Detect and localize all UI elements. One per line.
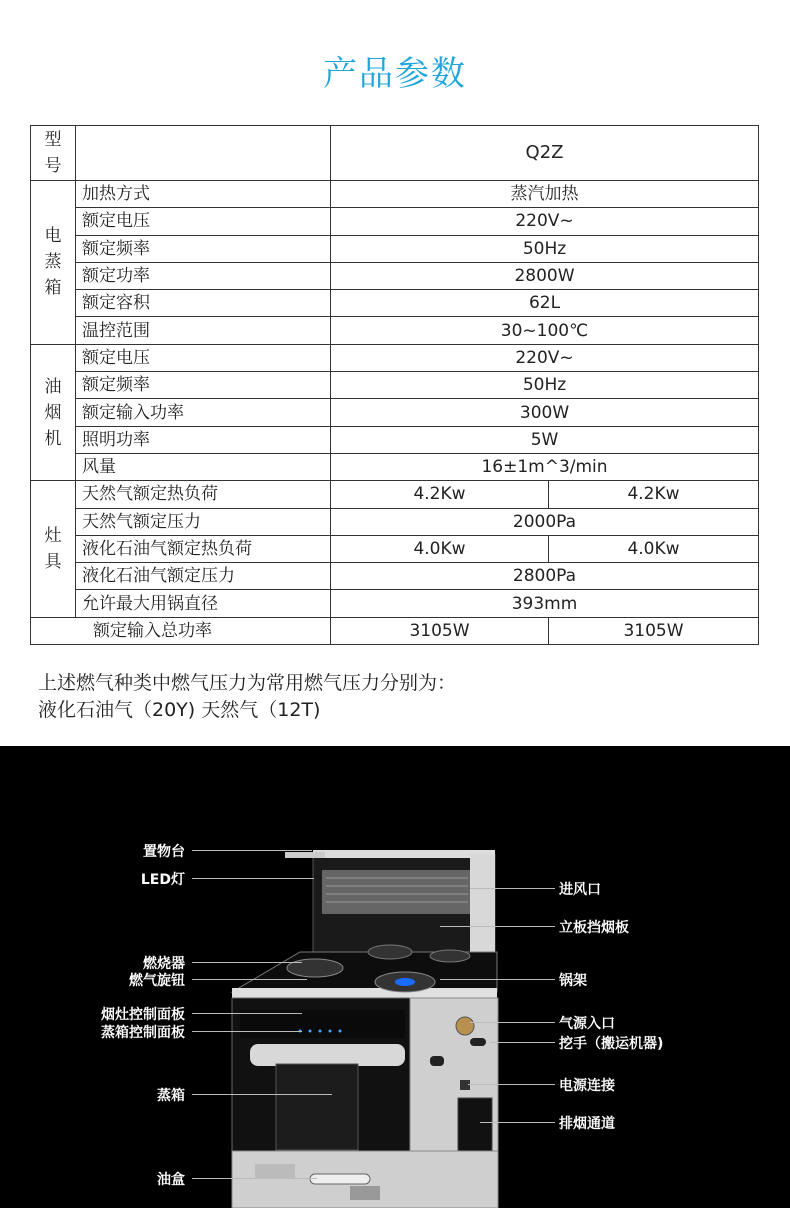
- table-row: [31, 563, 759, 590]
- table-row: [31, 453, 759, 480]
- param-label: 风量: [76, 453, 331, 480]
- param-label: 额定频率: [76, 372, 331, 399]
- diagram-label: 排烟通道: [559, 1116, 615, 1132]
- table-row: [31, 235, 759, 262]
- param-label: 额定频率: [76, 235, 331, 262]
- param-label: 温控范围: [76, 317, 331, 344]
- diagram-label: 立板挡烟板: [559, 920, 629, 936]
- param-value: 300W: [331, 399, 759, 426]
- vertical-text: 电蒸箱: [44, 226, 62, 299]
- param-value: 62L: [331, 290, 759, 317]
- model-value: Q2Z: [331, 126, 759, 181]
- param-label: 液化石油气额定热负荷: [76, 535, 331, 562]
- param-value: 4.0Kw: [331, 535, 549, 562]
- table-row: [31, 181, 759, 208]
- group-header: [31, 344, 76, 480]
- leader-line: [192, 1178, 317, 1179]
- diagram-label: LED灯: [140, 872, 185, 888]
- diagram-label: 进风口: [559, 882, 601, 898]
- diagram-label: 蒸箱控制面板: [101, 1025, 185, 1041]
- leader-line: [192, 878, 314, 879]
- diagram-label: 烟灶控制面板: [101, 1007, 185, 1023]
- vertical-text: 油烟机: [44, 376, 62, 449]
- table-row: [31, 535, 759, 562]
- param-value: 5W: [331, 426, 759, 453]
- table-row: [31, 481, 759, 508]
- param-label: 额定电压: [76, 208, 331, 235]
- leader-line: [192, 1031, 302, 1032]
- leader-line: [468, 1084, 555, 1085]
- leader-line: [490, 1042, 555, 1043]
- vertical-text: 灶具: [44, 526, 62, 572]
- pressure-note: [38, 670, 456, 724]
- total-value: 3105W: [331, 617, 549, 644]
- param-value: 4.2Kw: [331, 481, 549, 508]
- param-value: 220V~: [331, 344, 759, 371]
- param-label: 天然气额定热负荷: [76, 481, 331, 508]
- param-label: 液化石油气额定压力: [76, 563, 331, 590]
- param-value: 30~100℃: [331, 317, 759, 344]
- param-value: 2000Pa: [331, 508, 759, 535]
- param-label: 照明功率: [76, 426, 331, 453]
- table-row: [31, 508, 759, 535]
- total-value: 3105W: [549, 617, 759, 644]
- leader-line: [192, 850, 312, 851]
- leader-line: [192, 979, 307, 980]
- diagram-label: 电源连接: [559, 1078, 615, 1094]
- table-row: [31, 290, 759, 317]
- param-label: 允许最大用锅直径: [76, 590, 331, 617]
- param-label: 额定输入功率: [76, 399, 331, 426]
- note-line-2: 液化石油气（20Y) 天然气（12T): [38, 699, 321, 721]
- model-header: [31, 126, 76, 181]
- group-header: [31, 181, 76, 345]
- model-header-label: [31, 127, 75, 179]
- param-value: 220V~: [331, 208, 759, 235]
- param-value: 16±1m^3/min: [331, 453, 759, 480]
- param-label: 额定电压: [76, 344, 331, 371]
- table-row: [31, 372, 759, 399]
- diagram-label: 锅架: [559, 973, 587, 989]
- empty-cell: [76, 126, 331, 181]
- table-row: [31, 617, 759, 644]
- param-label: 额定功率: [76, 262, 331, 289]
- table-row: [31, 262, 759, 289]
- diagram-label: 蒸箱: [157, 1088, 185, 1104]
- diagram-label: 燃气旋钮: [129, 973, 185, 989]
- table-row: [31, 126, 759, 181]
- leader-line: [192, 1094, 332, 1095]
- table-row: [31, 317, 759, 344]
- note-line-1: 上述燃气种类中燃气压力为常用燃气压力分别为：: [38, 672, 457, 694]
- param-label: 天然气额定压力: [76, 508, 331, 535]
- param-value: 4.2Kw: [549, 481, 759, 508]
- vertical-text: 型号: [44, 130, 62, 176]
- param-value: 4.0Kw: [549, 535, 759, 562]
- product-diagram: [0, 746, 790, 1208]
- spec-table: [30, 125, 759, 645]
- total-label: 额定输入总功率: [31, 617, 331, 644]
- leader-line: [470, 888, 555, 889]
- diagram-label: 挖手（搬运机器): [559, 1036, 664, 1052]
- param-label: 额定容积: [76, 290, 331, 317]
- param-value: 蒸汽加热: [331, 181, 759, 208]
- param-label: 加热方式: [76, 181, 331, 208]
- diagram-label: 燃烧器: [143, 956, 185, 972]
- table-row: [31, 399, 759, 426]
- leader-line: [192, 962, 302, 963]
- param-value: 50Hz: [331, 235, 759, 262]
- param-value: 2800W: [331, 262, 759, 289]
- param-value: 2800Pa: [331, 563, 759, 590]
- leader-line: [440, 979, 555, 980]
- leader-line: [480, 1122, 555, 1123]
- table-row: [31, 590, 759, 617]
- table-row: [31, 426, 759, 453]
- diagram-label: 气源入口: [559, 1016, 615, 1032]
- table-row: [31, 344, 759, 371]
- group-header: [31, 481, 76, 617]
- leader-line: [192, 1013, 302, 1014]
- param-value: 393mm: [331, 590, 759, 617]
- leader-line: [440, 926, 555, 927]
- page-title: 产品参数: [323, 54, 467, 94]
- diagram-label: 油盒: [157, 1172, 185, 1188]
- leader-line: [470, 1022, 555, 1023]
- diagram-label: 置物台: [143, 844, 185, 860]
- table-row: [31, 208, 759, 235]
- param-value: 50Hz: [331, 372, 759, 399]
